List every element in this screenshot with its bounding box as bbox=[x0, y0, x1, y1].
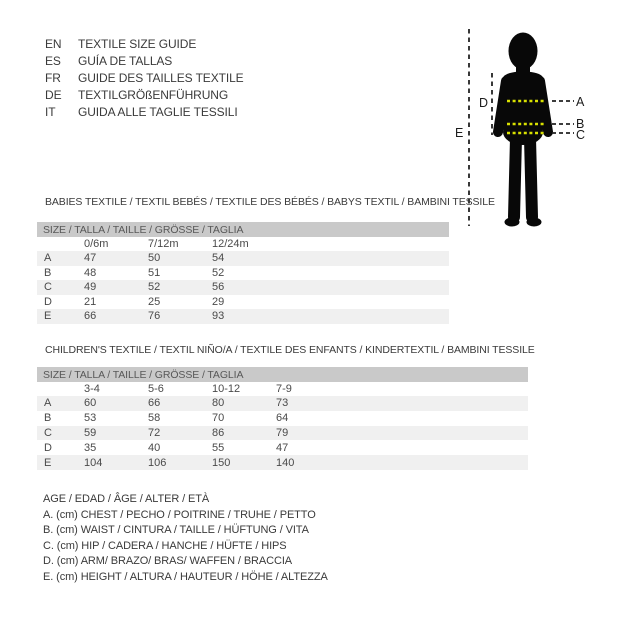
babies-cell: 56 bbox=[212, 281, 225, 294]
children-cell: 70 bbox=[212, 412, 225, 425]
children-cell: 55 bbox=[212, 441, 225, 454]
children-cell: 150 bbox=[212, 456, 231, 469]
children-cell: 47 bbox=[276, 441, 289, 454]
children-cell: 106 bbox=[148, 456, 167, 469]
children-row-b bbox=[37, 411, 528, 426]
babies-cell: 76 bbox=[148, 310, 161, 323]
legend-line-0: AGE / EDAD / ÂGE / ALTER / ETÀ bbox=[43, 493, 210, 505]
babies-row-label: C bbox=[44, 281, 52, 294]
babies-row-d bbox=[37, 295, 449, 310]
language-code: DE bbox=[45, 88, 62, 102]
children-cell: 58 bbox=[148, 412, 161, 425]
children-cell: 80 bbox=[212, 397, 225, 410]
babies-cell: 25 bbox=[148, 295, 161, 308]
children-cell: 60 bbox=[84, 397, 97, 410]
children-row-label: D bbox=[44, 441, 52, 454]
babies-cell: 66 bbox=[84, 310, 97, 323]
language-label: GUÍA DE TALLAS bbox=[78, 54, 173, 68]
babies-column-header: 12/24m bbox=[212, 238, 249, 250]
label-chest-a: A bbox=[576, 95, 585, 109]
label-arm-d: D bbox=[478, 96, 488, 110]
language-row-de bbox=[45, 87, 244, 104]
babies-column-header-row bbox=[37, 237, 449, 251]
children-cell: 35 bbox=[84, 441, 97, 454]
babies-column-header: 7/12m bbox=[148, 238, 179, 250]
children-cell: 79 bbox=[276, 426, 289, 439]
babies-column-header: 0/6m bbox=[84, 238, 109, 250]
legend-line-2: B. (cm) WAIST / CINTURA / TAILLE / HÜFTUNG / VITA bbox=[43, 524, 309, 536]
children-cell: 73 bbox=[276, 397, 289, 410]
children-table-rows bbox=[37, 396, 528, 470]
children-cell: 72 bbox=[148, 426, 161, 439]
babies-cell: 48 bbox=[84, 266, 97, 279]
children-column-header: 10-12 bbox=[212, 383, 241, 395]
babies-cell: 49 bbox=[84, 281, 97, 294]
children-section-title: CHILDREN'S TEXTILE / TEXTIL NIÑO/A / TEXTILE DES ENFANTS / KINDERTEXTIL / BAMBINI TESSILE bbox=[45, 344, 535, 356]
label-height-e: E bbox=[455, 126, 464, 140]
language-label: TEXTILGRÖßENFÜHRUNG bbox=[78, 88, 229, 102]
language-code: EN bbox=[45, 37, 62, 51]
children-row-label: A bbox=[44, 397, 52, 410]
babies-cell: 21 bbox=[84, 295, 97, 308]
babies-cell: 50 bbox=[148, 252, 161, 265]
babies-cell: 52 bbox=[148, 281, 161, 294]
babies-row-c bbox=[37, 280, 449, 295]
babies-size-header-label: SIZE / TALLA / TAILLE / GRÖSSE / TAGLIA bbox=[43, 223, 244, 236]
language-label: GUIDA ALLE TAGLIE TESSILI bbox=[78, 105, 238, 119]
language-row-es bbox=[45, 53, 244, 70]
babies-cell: 52 bbox=[212, 266, 225, 279]
legend-line-3: C. (cm) HIP / CADERA / HANCHE / HÜFTE / HIPS bbox=[43, 539, 287, 552]
label-hip-c: C bbox=[576, 128, 586, 142]
children-cell: 104 bbox=[84, 456, 103, 469]
silhouette-shape bbox=[498, 33, 548, 227]
legend-line-4: D. (cm) ARM/ BRAZO/ BRAS/ WAFFEN / BRACCIA bbox=[43, 555, 293, 567]
babies-cell: 29 bbox=[212, 295, 225, 308]
children-row-label: B bbox=[44, 412, 52, 425]
children-cell: 66 bbox=[148, 397, 161, 410]
babies-cell: 51 bbox=[148, 266, 161, 279]
babies-row-label: D bbox=[44, 295, 52, 308]
children-size-header-bar bbox=[37, 367, 528, 382]
language-row-it bbox=[45, 104, 244, 121]
babies-size-header-bar bbox=[37, 222, 449, 237]
language-code: IT bbox=[45, 105, 56, 119]
babies-row-label: E bbox=[44, 310, 52, 323]
children-row-e bbox=[37, 455, 528, 470]
measurement-legend bbox=[43, 492, 328, 585]
children-column-header: 7-9 bbox=[276, 383, 292, 395]
babies-row-b bbox=[37, 266, 449, 281]
children-row-label: E bbox=[44, 456, 52, 469]
babies-row-e bbox=[37, 309, 449, 324]
language-row-en bbox=[45, 36, 244, 53]
children-cell: 40 bbox=[148, 441, 161, 454]
babies-row-a bbox=[37, 251, 449, 266]
language-label: TEXTILE SIZE GUIDE bbox=[78, 37, 197, 51]
babies-table-rows bbox=[37, 251, 449, 324]
legend-line-5: E. (cm) HEIGHT / ALTURA / HAUTEUR / HÖHE / ALTEZZA bbox=[43, 570, 328, 583]
babies-section-title: BABIES TEXTILE / TEXTIL BEBÉS / TEXTILE DES BÉBÉS / BABYS TEXTIL / BAMBINI TESSILE bbox=[45, 196, 495, 208]
language-list bbox=[45, 36, 244, 121]
children-cell: 53 bbox=[84, 412, 97, 425]
children-row-c bbox=[37, 426, 528, 441]
children-cell: 59 bbox=[84, 426, 97, 439]
legend-line-1: A. (cm) CHEST / PECHO / POITRINE / TRUHE / PETTO bbox=[43, 508, 316, 521]
language-row-fr bbox=[45, 70, 244, 87]
babies-row-label: A bbox=[44, 252, 52, 265]
babies-cell: 54 bbox=[212, 252, 225, 265]
language-label: GUIDE DES TAILLES TEXTILE bbox=[78, 71, 244, 85]
children-cell: 140 bbox=[276, 456, 295, 469]
language-code: ES bbox=[45, 54, 61, 68]
children-row-d bbox=[37, 440, 528, 455]
babies-cell: 93 bbox=[212, 310, 225, 323]
label-waist-b: B bbox=[576, 117, 585, 131]
babies-cell: 47 bbox=[84, 252, 97, 265]
babies-size-table bbox=[37, 222, 449, 324]
children-column-header-row bbox=[37, 382, 528, 396]
children-row-label: C bbox=[44, 426, 52, 439]
children-column-header: 5-6 bbox=[148, 383, 164, 395]
language-code: FR bbox=[45, 71, 61, 85]
children-cell: 64 bbox=[276, 412, 289, 425]
children-size-header-label: SIZE / TALLA / TAILLE / GRÖSSE / TAGLIA bbox=[43, 368, 244, 381]
babies-row-label: B bbox=[44, 266, 52, 279]
children-column-header: 3-4 bbox=[84, 383, 100, 395]
children-row-a bbox=[37, 396, 528, 411]
children-cell: 86 bbox=[212, 426, 225, 439]
children-size-table bbox=[37, 367, 528, 470]
